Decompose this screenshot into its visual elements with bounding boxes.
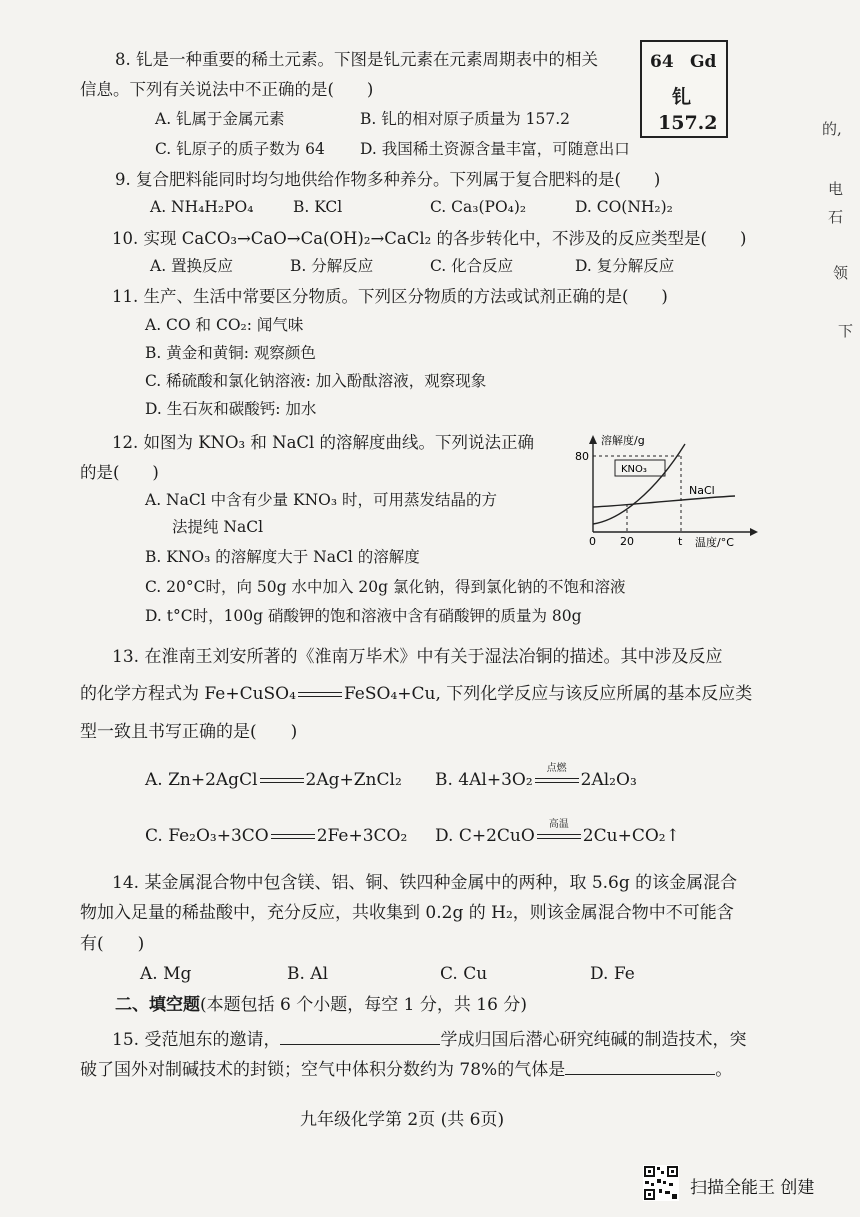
element-symbol: Gd	[690, 52, 717, 72]
equals-sign	[271, 832, 315, 842]
y-axis-label: 溶解度/g	[601, 434, 645, 447]
edge-text: 石	[828, 208, 844, 226]
q9-stem: 9. 复合肥料能同时均匀地供给作物多种养分。下列属于复合肥料的是( )	[115, 170, 661, 189]
q14-option-a: A. Mg	[140, 964, 192, 984]
q9-option-b: B. KCl	[293, 198, 343, 216]
solubility-chart	[565, 432, 765, 550]
y-axis-arrow	[589, 435, 597, 444]
equals-sign-ignite: 点燃	[535, 776, 579, 786]
edge-text: 领	[833, 264, 849, 282]
element-name: 钆	[672, 86, 692, 108]
q11-option-a: A. CO 和 CO₂: 闻气味	[145, 316, 304, 334]
q14-stem-line3: 有( )	[80, 934, 145, 954]
q10-stem: 10. 实现 CaCO₃→CaO→Ca(OH)₂→CaCl₂ 的各步转化中，不涉及的反应类型是( )	[112, 229, 747, 248]
q13-stem-line2: 的化学方程式为 Fe+CuSO₄ FeSO₄+Cu, 下列化学反应与该反应所属的基本反应类	[80, 684, 753, 704]
q10-option-d: D. 复分解反应	[575, 257, 675, 275]
q12-option-a-line1: A. NaCl 中含有少量 KNO₃ 时，可用蒸发结晶的方	[145, 491, 498, 509]
q12-option-a-line2: 法提纯 NaCl	[172, 518, 264, 536]
q12-stem-line2: 的是( )	[80, 463, 159, 482]
equals-sign-hightemp: 高温	[537, 832, 581, 842]
q9-option-c: C. Ca₃(PO₄)₂	[430, 198, 527, 216]
q8-stem-line1: 8. 钆是一种重要的稀土元素。下图是钆元素在元素周期表中的相关	[115, 50, 598, 69]
q10-option-c: C. 化合反应	[430, 257, 514, 275]
q15-blank-2[interactable]	[565, 1060, 715, 1075]
edge-text: 下	[838, 322, 854, 340]
q11-option-b: B. 黄金和黄铜: 观察颜色	[145, 344, 316, 362]
q8-stem-line2: 信息。下列有关说法中不正确的是( )	[80, 80, 374, 99]
element-mass: 157.2	[658, 112, 718, 134]
q13-option-b: B. 4Al+3O₂ 点燃 2Al₂O₃	[435, 762, 637, 790]
q12-option-d: D. t°C时，100g 硝酸钾的饱和溶液中含有硝酸钾的质量为 80g	[145, 607, 582, 625]
edge-text: 电	[828, 180, 844, 198]
q14-stem-line1: 14. 某金属混合物中包含镁、铝、铜、铁四种金属中的两种，取 5.6g 的该金属混合	[112, 873, 738, 893]
q13-stem-line1: 13. 在淮南王刘安所著的《淮南万毕术》中有关于湿法冶铜的描述。其中涉及反应	[112, 647, 723, 667]
q13-stem-line3: 型一致且书写正确的是( )	[80, 722, 298, 742]
q11-stem: 11. 生产、生活中常要区分物质。下列区分物质的方法或试剂正确的是( )	[112, 287, 668, 306]
q13-option-c: C. Fe₂O₃+3CO 2Fe+3CO₂	[145, 826, 408, 846]
q13-option-a: A. Zn+2AgCl 2Ag+ZnCl₂	[145, 770, 402, 790]
q14-option-c: C. Cu	[440, 964, 488, 984]
q10-option-b: B. 分解反应	[290, 257, 374, 275]
q8-option-c: C. 钆原子的质子数为 64	[155, 140, 325, 158]
element-number: 64	[650, 52, 674, 72]
q14-stem-line2: 物加入足量的稀盐酸中，充分反应，共收集到 0.2g 的 H₂，则该金属混合物中不可能含	[80, 903, 734, 923]
q8-option-b: B. 钆的相对原子质量为 157.2	[360, 110, 571, 128]
page-footer: 九年级化学第 2页 (共 6页)	[300, 1110, 505, 1130]
q15-blank-1[interactable]	[280, 1030, 440, 1045]
q12-stem-line1: 12. 如图为 KNO₃ 和 NaCl 的溶解度曲线。下列说法正确	[112, 433, 535, 452]
q8-option-d: D. 我国稀土资源含量丰富，可随意出口	[360, 140, 630, 158]
section-heading: 二、填空题(本题包括 6 个小题，每空 1 分，共 16 分)	[115, 995, 527, 1015]
q9-option-a: A. NH₄H₂PO₄	[150, 198, 254, 216]
x-tick-0: 0	[589, 535, 596, 548]
periodic-element-card	[640, 40, 728, 138]
q10-option-a: A. 置换反应	[150, 257, 234, 275]
q15-line1: 15. 受范旭东的邀请， 学成归国后潜心研究纯碱的制造技术，突	[112, 1030, 747, 1050]
q11-option-d: D. 生石灰和碳酸钙: 加水	[145, 400, 317, 418]
x-tick-20: 20	[620, 535, 634, 548]
kno3-label: KNO₃	[621, 464, 647, 475]
x-tick-t: t	[678, 535, 683, 548]
q11-option-c: C. 稀硫酸和氯化钠溶液: 加入酚酞溶液，观察现象	[145, 372, 487, 390]
edge-text: 的,	[822, 120, 842, 138]
q12-option-b: B. KNO₃ 的溶解度大于 NaCl 的溶解度	[145, 548, 420, 566]
nacl-label: NaCl	[689, 484, 715, 497]
equals-sign	[260, 776, 304, 786]
x-axis-label: 温度/°C	[695, 536, 734, 549]
q12-option-c: C. 20°C时，向 50g 水中加入 20g 氯化钠，得到氯化钠的不饱和溶液	[145, 578, 626, 596]
nacl-curve	[593, 496, 735, 507]
q14-option-d: D. Fe	[590, 964, 635, 984]
q8-option-a: A. 钆属于金属元素	[155, 110, 285, 128]
equals-sign	[298, 690, 342, 700]
q15-line2: 破了国外对制碱技术的封锁；空气中体积分数约为 78%的气体是 。	[80, 1060, 733, 1080]
scanner-watermark: 扫描全能王 创建	[690, 1178, 815, 1198]
q13-option-d: D. C+2CuO 高温 2Cu+CO₂↑	[435, 818, 680, 846]
q14-option-b: B. Al	[287, 964, 329, 984]
qr-code-icon	[643, 1165, 679, 1201]
q9-option-d: D. CO(NH₂)₂	[575, 198, 673, 216]
x-axis-arrow	[750, 528, 758, 536]
y-tick-80: 80	[575, 450, 589, 463]
